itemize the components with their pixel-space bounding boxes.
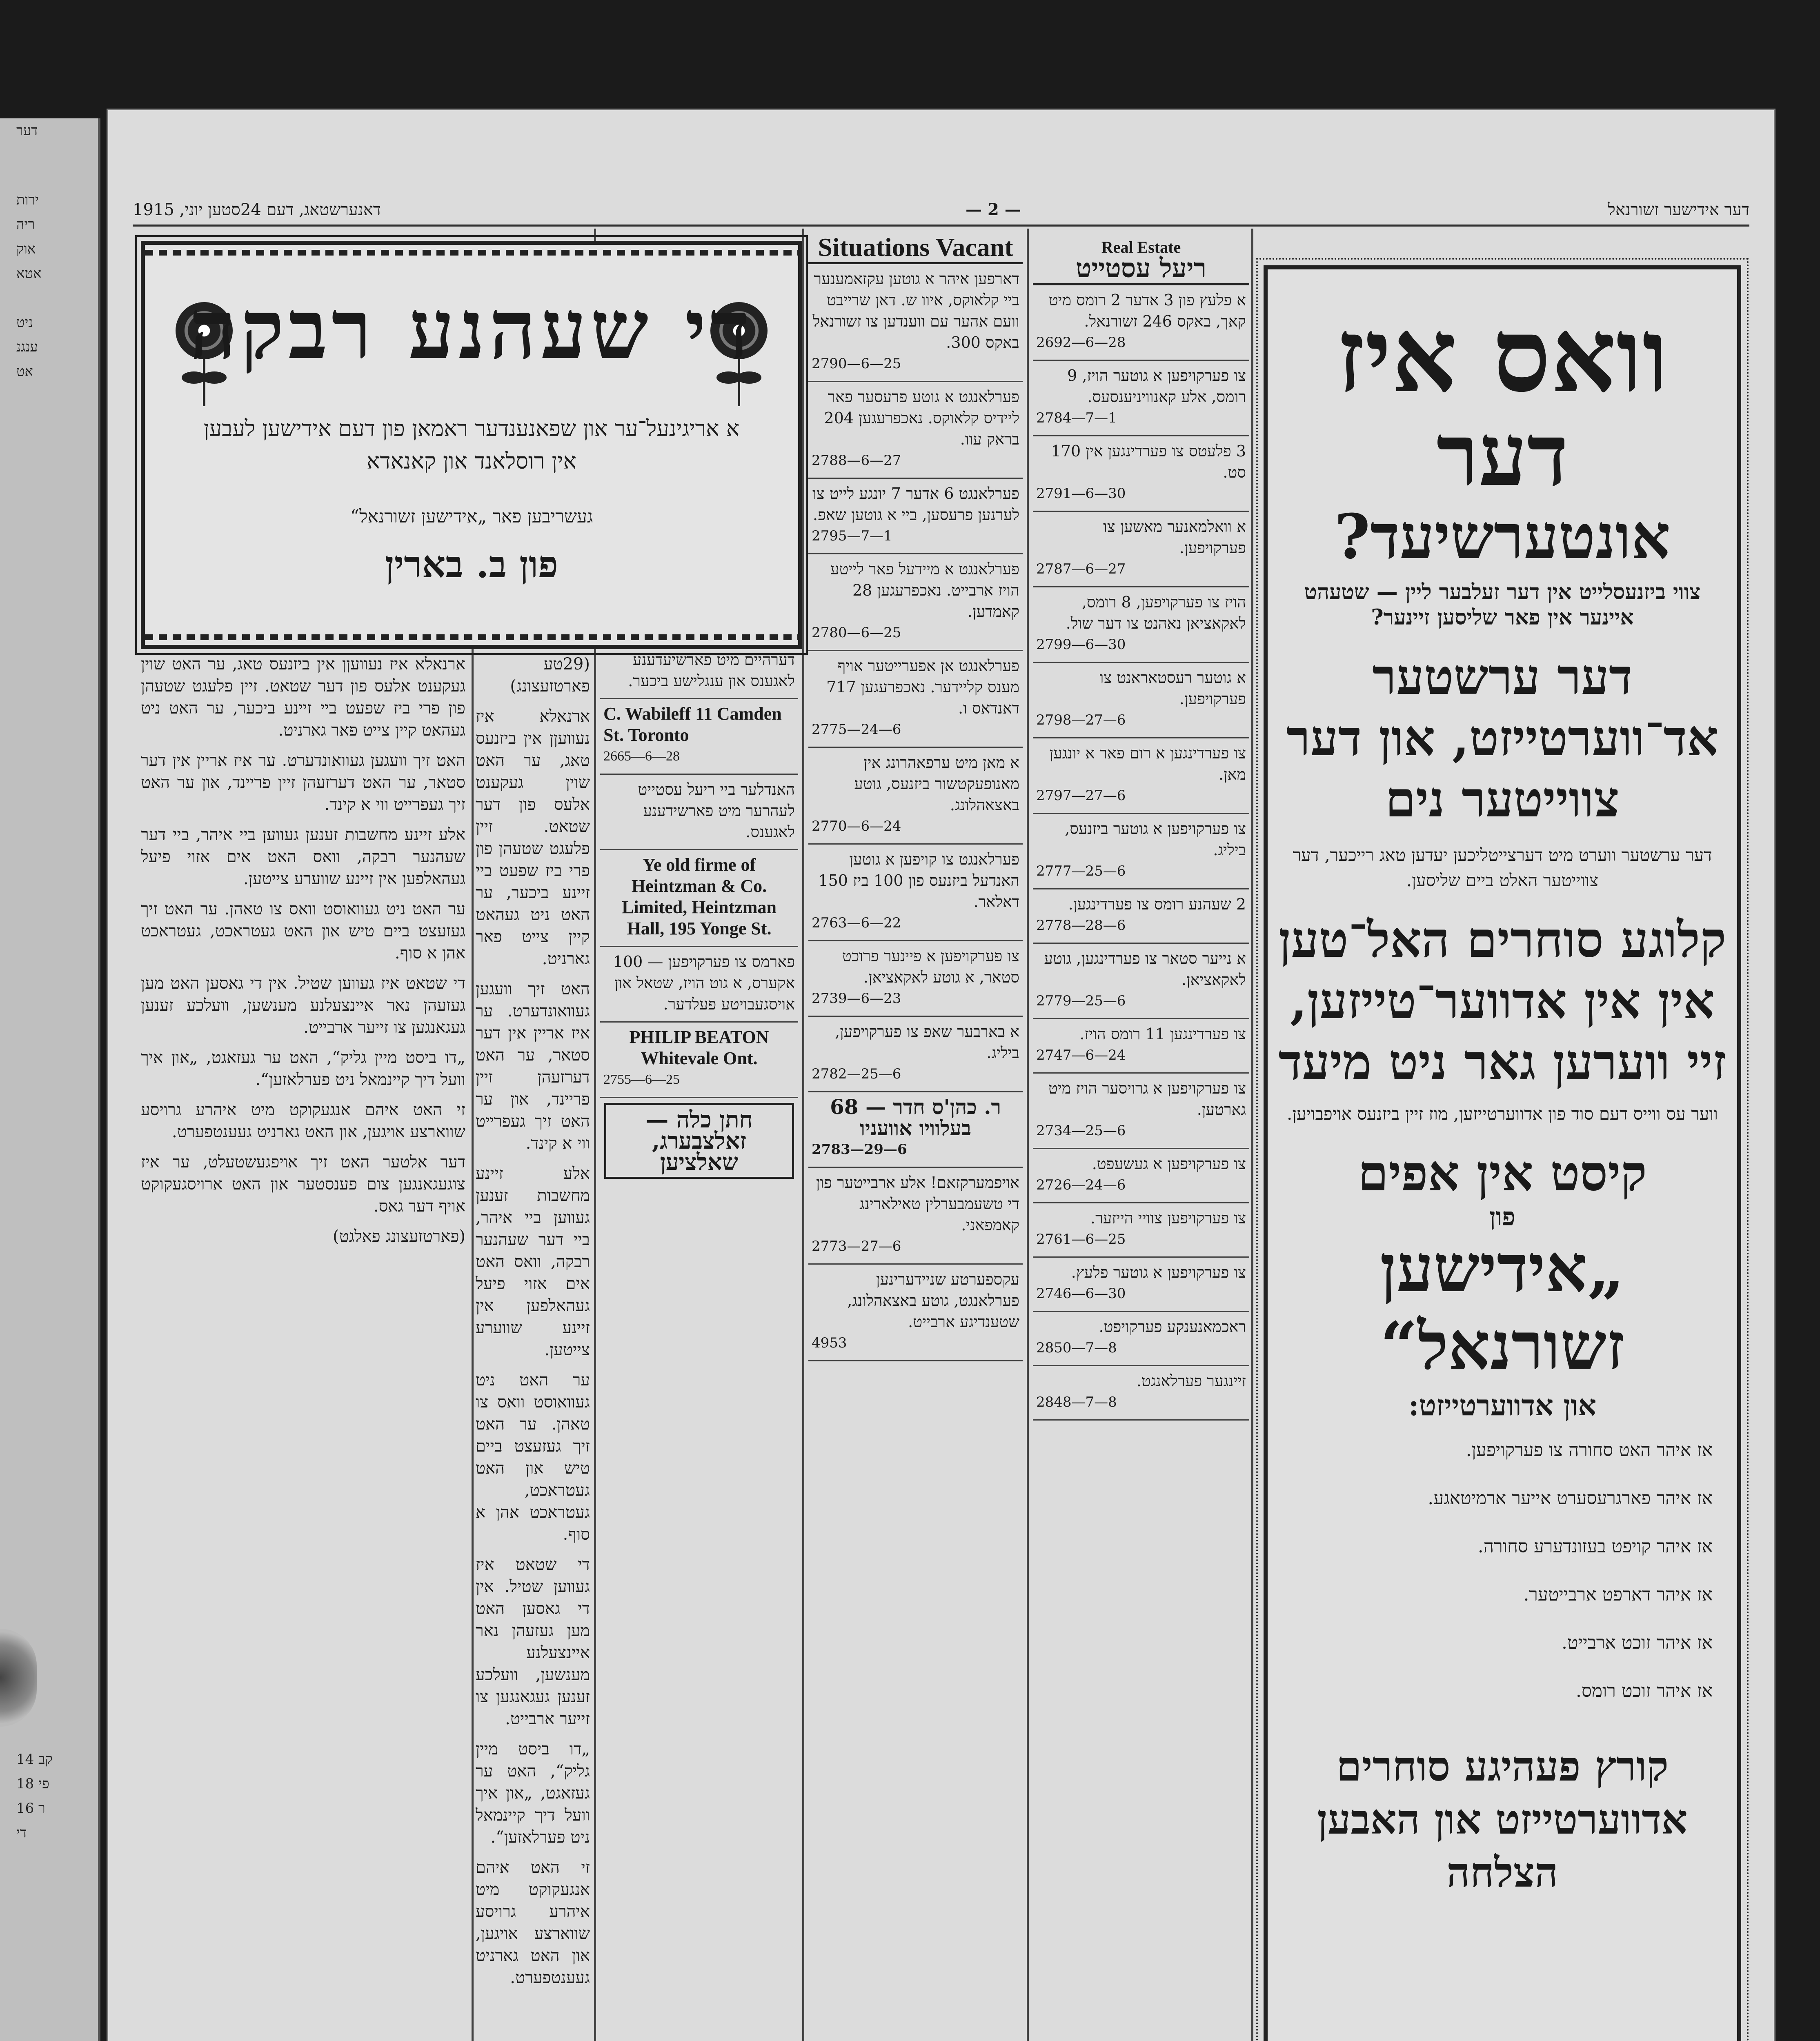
serial-text-column: [476, 653, 590, 2041]
ad-headline-1: וואס איז: [1336, 295, 1669, 415]
ad-reference: 2782—25—6: [812, 1066, 901, 1082]
serial-paragraph: די שטאט איז געווען שטיל. אין די גאסען האט מען געזעהן נאר איינצעלנע מענשען, וועלכע זענען געגאנגען צו זייער ארבייט.: [141, 974, 465, 1037]
serial-paragraph: אלע זיינע מחשבות זענען געווען ביי איהר, ביי דער שעהנער רבקה, וואס האט אים אזוי פיעל געהאלפען אין זיינע שווערע צייטען.: [141, 825, 465, 888]
ad-text: עקספערטע שניידערינען פערלאנגט, גוטע באצאהלונג, שטענדיגע ארבייט.: [847, 1270, 1019, 1331]
classified-ad: [1033, 436, 1249, 512]
decorative-border: [145, 634, 798, 640]
ad-text: פארמס צו פערקויפען — 100 אקערס, א גוט הויז, שטאל און אויסגעבויטע פעלדער.: [613, 953, 795, 1013]
real-estate-heading-en: Real Estate: [1101, 238, 1181, 256]
ad-text: C. Wabileff 11 Camden St. Toronto: [603, 704, 782, 745]
ad-reference: 2797—27—6: [1036, 787, 1126, 804]
classified-ad: [1033, 663, 1249, 738]
ad-reference: 2784—7—1: [1036, 410, 1117, 426]
serial-paragraph: (פארטזעצונג פאלגט): [333, 1227, 465, 1246]
ad-reference: 2665—6—28: [603, 749, 680, 764]
ad-list-item: אז איהר דארפט ארבייטער.: [1523, 1584, 1713, 1605]
ad-reference: 2780—6—25: [812, 625, 901, 641]
ad-text: פערלאנגט 6 אדער 7 יונגע לייט צו לערנען פרעסען, ביי א גוטען שאפ.: [812, 485, 1019, 524]
prev-page-fragment: 18 פי: [16, 1776, 49, 1792]
ad-reference: 2788—6—27: [812, 452, 901, 469]
ad-headline-4: דער ערשטער אד־ווערטייזט, און דער צווייטער נים: [1286, 648, 1719, 828]
ad-text: צו פערדינגען 11 רומס הויז.: [1079, 1025, 1246, 1043]
classified-ad: [600, 775, 798, 850]
classified-ad: [808, 479, 1023, 554]
real-estate-heading: [1033, 233, 1249, 285]
prev-page-fragment: דער: [16, 122, 38, 139]
ad-text: צו פערקויפען א פיינער פרוכט סטאר, א גוטע לאקאציאן.: [842, 947, 1019, 986]
serial-paragraph: ער האט ניט געוואוסט וואס צו טאהן. ער האט זיך געזעצט ביים טיש און האט געטראכט, געטראכט אהן א סוף.: [141, 900, 465, 963]
column-rule: [802, 229, 804, 2041]
ad-reference: 2747—6—24: [1036, 1047, 1126, 1063]
classified-ad: [600, 645, 798, 699]
running-head: [133, 196, 1749, 227]
serial-paragraph: ער האט ניט געוואוסט וואס צו טאהן. ער האט זיך געזעצט ביים טיש און האט געטראכט, געטראכט אהן א סוף.: [476, 1371, 590, 1544]
serial-paragraph: „דו ביסט מיין גליק“, האט ער געזאגט, „און איך וועל דיך קיינמאל ניט פערלאזען“.: [476, 1740, 590, 1847]
serial-title: די שעהנע רבקה: [189, 282, 754, 378]
house-advertisement: [1264, 265, 1741, 2041]
ad-list-item: אז איהר זוכט ארבייט.: [1562, 1632, 1713, 1653]
prev-page-fragment: 16 ר: [16, 1800, 45, 1816]
page-number: — 2 —: [966, 200, 1021, 219]
classified-ad: [1033, 889, 1249, 944]
prev-page-fragment: אט: [16, 363, 33, 380]
classified-ad: [1033, 944, 1249, 1019]
decorative-border: [145, 250, 798, 256]
serial-text-column: [141, 653, 465, 2041]
ad-intro: צווי ביזנעסלייט אין דער זעלבער ליין — שטעהט איינער אין פאר שליסען זיינער?: [1304, 580, 1701, 630]
serial-paragraph: די שטאט איז געווען שטיל. אין די גאסען האט מען געזעהן נאר איינצעלנע מענשען, וועלכע זענען געגאנגען צו זייער ארבייט.: [476, 1555, 590, 1728]
previous-page-strip: [0, 118, 100, 2041]
ad-text: זיינגער פערלאנגט.: [1136, 1372, 1246, 1390]
ad-reference: 2778—28—6: [1036, 917, 1126, 934]
ad-text: א וואלמאנער מאשען צו פערקויפען.: [1103, 518, 1246, 557]
prev-page-fragment: אוק: [16, 241, 36, 257]
serial-paragraph: ארנאלא איז נעוועןן אין ביזנעס טאג, ער האט שוין געקענט אלעס פון דער שטאט. זיין פלעגט שטעהן פון פרי ביז שפעט ביי זיינע ביכער, ער האט ניט געהאט קיין צייט פאר גארניט.: [141, 655, 465, 740]
classified-ad: [600, 699, 798, 775]
ad-paper-name: „אידישען זשורנאל“: [1379, 1230, 1625, 1384]
classified-ad: [1033, 1312, 1249, 1366]
ad-text: א נייער סטאר צו פערדינגען, גוטע לאקאציאן.: [1044, 949, 1246, 989]
ad-text: אויפמערקזאם! אלע ארבייטער פון די טשעמבערלין טאילארינג קאמפאני.: [816, 1174, 1019, 1234]
classified-ad: [1033, 285, 1249, 361]
ad-text: דערהיים מיט פארשיעדענע לאגענס און ענגלישע ביכער.: [628, 651, 795, 690]
ad-reference: 4953: [812, 1335, 847, 1351]
ad-text: 3 פלעטס צו פערדינגען אין 170 סט.: [1051, 442, 1246, 481]
ad-reference: 2790—6—25: [812, 356, 901, 372]
seal-stamp: [0, 1629, 37, 1727]
prev-page-fragment: אטא: [16, 265, 42, 282]
ad-reference: 2799—6—30: [1036, 636, 1126, 653]
ad-text: פערלאנגט צו קויפען א גוטען האנדעל ביזנעס פון 100 ביז 150 דאלאר.: [818, 850, 1019, 911]
ad-reference: 2783—29—6: [812, 1141, 907, 1158]
ad-text: האנדלער ביי ריעל עסטייט לעהרער מיט פארשידענע לאגענס.: [638, 780, 795, 841]
ad-text: א בארבער שאפ צו פערקויפען, ביליג.: [835, 1023, 1019, 1062]
prev-page-fragment: די: [16, 1825, 27, 1841]
classified-ad: [600, 947, 798, 1023]
classified-ad: [1033, 512, 1249, 587]
ad-reference: 2692—6—28: [1036, 334, 1126, 351]
ad-reference: 2739—6—23: [812, 990, 901, 1007]
ad-text: ראכמאנענקע פערקויפט.: [1099, 1318, 1246, 1336]
classified-ad: [1033, 1019, 1249, 1074]
ad-text: פערלאנגט א גוטע פרעסער פאר ליידיס קלאוקס. נאכפרעגען 204 בראק עוו.: [824, 388, 1019, 448]
boxed-ad: [604, 1103, 794, 1179]
ad-reference: 2779—25—6: [1036, 993, 1126, 1009]
ad-text: חתן כלה — זאלצבערג, שאלציען: [645, 1106, 753, 1176]
newspaper-page: [108, 110, 1774, 2041]
ad-text: פערלאנגט א מיידעל פאר לייטע הויז ארבייט. נאכפרעגען 28 קאמדען.: [830, 560, 1019, 620]
column-rule: [1251, 229, 1253, 2041]
column-rule: [1027, 229, 1029, 2041]
ad-reference: 2763—6—22: [812, 915, 901, 931]
ad-reference: 2798—27—6: [1036, 712, 1126, 728]
ad-reference: 2734—25—6: [1036, 1123, 1126, 1139]
ad-reference: 2726—24—6: [1036, 1177, 1126, 1193]
classified-ad: [1033, 1258, 1249, 1312]
serial-paragraph: דער אלטער האט זיך אויפגעשטעלט, ער איז צוגעגאנגען צום פענסטער און האט ארויסגעקוקט אויף דער גאס.: [141, 1153, 465, 1216]
ad-text: צו פערקויפען צוויי הייזער.: [1090, 1209, 1246, 1227]
ad-list-item: אז איהר קויפט בעזונדערע סחורה.: [1477, 1536, 1713, 1557]
serial-paragraph: האט זיך וועגען געוואונדערט. ער איז אריין אין דער סטאר, ער האט דערזעהן זיין פריינד, און ער האט זיך געפרייט ווי א קינד.: [141, 751, 465, 814]
classified-ad: [808, 1265, 1023, 1361]
ad-reference: 2755—6—25: [603, 1072, 680, 1087]
ad-reference: 2761—6—25: [1036, 1231, 1126, 1247]
classified-ad: [1033, 738, 1249, 814]
situations-vacant-column: [808, 233, 1023, 2041]
ad-text: צו פערקויפען א גוטער ביזנעס, ביליג.: [1065, 820, 1246, 859]
ad-text: פערלאנגט אן אפערייטער אויף מענס קליידער. נאכפרעגען 717 דאנדאס ו.: [826, 657, 1019, 717]
prev-page-fragment: ירות: [16, 192, 39, 208]
ad-reference: 2777—25—6: [1036, 863, 1126, 879]
serial-author: פון ב. בארין: [385, 543, 558, 586]
ad-body: דער ערשטער ווערט מיט דערצייטליכען יעדען טאג רייכער, דער צווייטער האלט ביים שליסען.: [1293, 845, 1712, 890]
ad-cost-line: קיסט אין אפים: [1358, 1145, 1647, 1202]
ad-reference: 2848—7—8: [1036, 1394, 1117, 1410]
ad-list-item: אז איהר זוכט רומס.: [1575, 1681, 1713, 1701]
classified-ad: [600, 850, 798, 947]
ad-note: ווער עס ווייס דעם סוד פון אדווערטייזען, מוז זיין ביזנעס אויפבויען.: [1286, 1104, 1718, 1124]
ad-reference: 2773—27—6: [812, 1238, 901, 1254]
classified-ad: [808, 1168, 1023, 1265]
prev-page-fragment: ניט: [16, 314, 33, 331]
classified-ad: [600, 1023, 798, 1098]
serial-paragraph: זי האט איהם אנגעקוקט מיט איהרע גרויסע שווארצע אויגען, און האט גארניט געענטפערט.: [141, 1101, 465, 1141]
newspaper-name: דער אידישער זשורנאל: [1608, 200, 1749, 219]
ad-text: א גוטער רעסטאראנט צו פערקויפען.: [1099, 669, 1246, 708]
ad-text: הויז צו פערקויפען, 8 רומס, לאקאציאן נאהנט צו דער שול.: [1066, 593, 1246, 632]
classified-ad: [808, 941, 1023, 1017]
classified-ad: [808, 651, 1023, 748]
real-estate-column: [1033, 233, 1249, 2041]
real-estate-heading-yi: ריעל עסטייט: [1075, 253, 1207, 284]
ad-text: צו פערדינגען א רום פאר א יונגען מאן.: [1049, 744, 1246, 783]
situations-heading: Situations Vacant: [808, 233, 1023, 264]
ad-text: PHILIP BEATON Whitevale Ont.: [629, 1027, 769, 1068]
serial-title-box: [141, 241, 802, 649]
ad-text: צו פערקויפען א גוטער הויז, 9 רומס, אלע קאנוויניענסעס.: [1067, 367, 1246, 406]
ad-reference: 2791—6—30: [1036, 485, 1126, 502]
ad-reference: 2795—7—1: [812, 528, 892, 544]
classified-ad: [1033, 1366, 1249, 1421]
classified-ad: [1033, 587, 1249, 663]
serial-paragraph: זי האט איהם אנגעקוקט מיט איהרע גרויסע שווארצע אויגען, און האט גארניט געענטפערט.: [476, 1858, 590, 1987]
ad-text: א מאן מיט ערפאהרונג אין מאנופעקטשור ביזנעס, גוטע באצאהלונג.: [854, 754, 1019, 814]
ad-reference: 2850—7—8: [1036, 1340, 1117, 1356]
ad-text: דארפען איהר א גוטען עקזאמענער ביי קלאוקס, איוו ש. דאן שרייבט וועם אהער עם ווענדען צו זשורנאל באקס 300.: [812, 270, 1019, 351]
ad-from: פון: [1489, 1203, 1515, 1231]
ad-text: צו פערקויפען א גרויסער הויז מיט גארטען.: [1048, 1079, 1246, 1118]
serial-paragraph: האט זיך וועגען געוואונדערט. ער איז אריין אין דער סטאר, ער האט דערזעהן זיין פריינד, און ער האט זיך געפרייט ווי א קינד.: [476, 980, 590, 1153]
serial-subtitle: א אריגינעל־ער און שפאנענדער ראמאן פון דעם אידישען לעבען אין רוסלאנד און קאנאדא: [203, 416, 740, 474]
ad-text: ר. כהן'ס חדר — 68 בעלוויו אוועניו: [830, 1095, 1001, 1140]
ad-headline-2: דער: [1436, 405, 1569, 505]
classified-ad: [808, 845, 1023, 941]
ad-slogan: קלוגע סוחרים האל־טען אין אין אדווער־טייזען, זיי ווערען גאר ניט מיעד: [1278, 911, 1727, 1091]
ad-footer: קורץ פעהיגע סוחרים אדווערטייזט און האבען הצלחה: [1317, 1742, 1688, 1896]
ad-reference: 2746—6—30: [1036, 1285, 1126, 1302]
ad-list-item: אז איהר פארגרעסערט אייער ארמיטאגע.: [1428, 1488, 1713, 1509]
ad-headline-3: אונטערשיעד?: [1334, 501, 1671, 573]
serial-paragraph: „דו ביסט מיין גליק“, האט ער געזאגט, „און איך וועל דיך קיינמאל ניט פערלאזען“.: [141, 1048, 465, 1089]
issue-date: דאנערשטאג, דעם 24סטען יוני, 1915: [133, 200, 381, 219]
ad-reference: 2775—24—6: [812, 721, 901, 738]
serial-byline: געשריבען פאר „אידישען זשורנאל“: [350, 506, 593, 527]
prev-page-fragment: ענגנ: [16, 339, 38, 355]
serial-paragraph: אלע זיינע מחשבות זענען געווען ביי איהר, ביי דער שעהנער רבקה, וואס האט אים אזוי פיעל געהאלפען אין זיינע שווערע צייטען.: [476, 1164, 590, 1359]
serial-paragraph: (29טע פארטזעצונג): [510, 655, 590, 696]
classified-ad: [808, 1017, 1023, 1092]
prev-page-fragment: 14 קב: [16, 1751, 53, 1768]
classified-ad: [808, 554, 1023, 651]
ad-text: 2 שעהנע רומס צו פערדינגען.: [1068, 895, 1246, 913]
serial-paragraph: ארנאלא איז נעוועןן אין ביזנעס טאג, ער האט שוין געקענט אלעס פון דער שטאט. זיין פלעגט שטעהן פון פרי ביז שפעט ביי זיינע ביכער, ער האט ניט געהאט קיין צייט פאר גארניט.: [476, 707, 590, 968]
ad-reference: 2770—6—24: [812, 818, 901, 834]
ad-text: צו פערקויפען א געשעפט.: [1092, 1155, 1246, 1173]
classified-ad: [808, 1092, 1023, 1168]
classified-ad: [1033, 1203, 1249, 1258]
ad-text: צו פערקויפען א גוטער פלעץ.: [1071, 1263, 1246, 1281]
classified-ad: [808, 748, 1023, 845]
ad-list-item: אז איהר האט סחורה צו פערקויפען.: [1466, 1440, 1713, 1461]
classified-ad: [808, 264, 1023, 382]
ad-reference: 2787—6—27: [1036, 561, 1126, 577]
classified-ad: [808, 382, 1023, 479]
ad-text: א פלעץ פון 3 אדער 2 רומס מיט קאך, באקס 246 זשורנאל.: [1048, 291, 1246, 330]
classified-ad: [1033, 1149, 1249, 1203]
middle-ads-column: [600, 645, 798, 2041]
ad-list: [1268, 1426, 1737, 1715]
ad-text: Ye old firme of Heintzman & Co. Limited, Heintzman Hall, 195 Yonge St.: [622, 855, 777, 938]
column-rule: [472, 645, 474, 2041]
classified-ad: [1033, 814, 1249, 889]
prev-page-fragment: ריה: [16, 216, 35, 233]
ad-and-ads: און אדווערטייזט:: [1408, 1388, 1597, 1422]
classified-ad: [1033, 1074, 1249, 1149]
classified-ad: [1033, 361, 1249, 436]
